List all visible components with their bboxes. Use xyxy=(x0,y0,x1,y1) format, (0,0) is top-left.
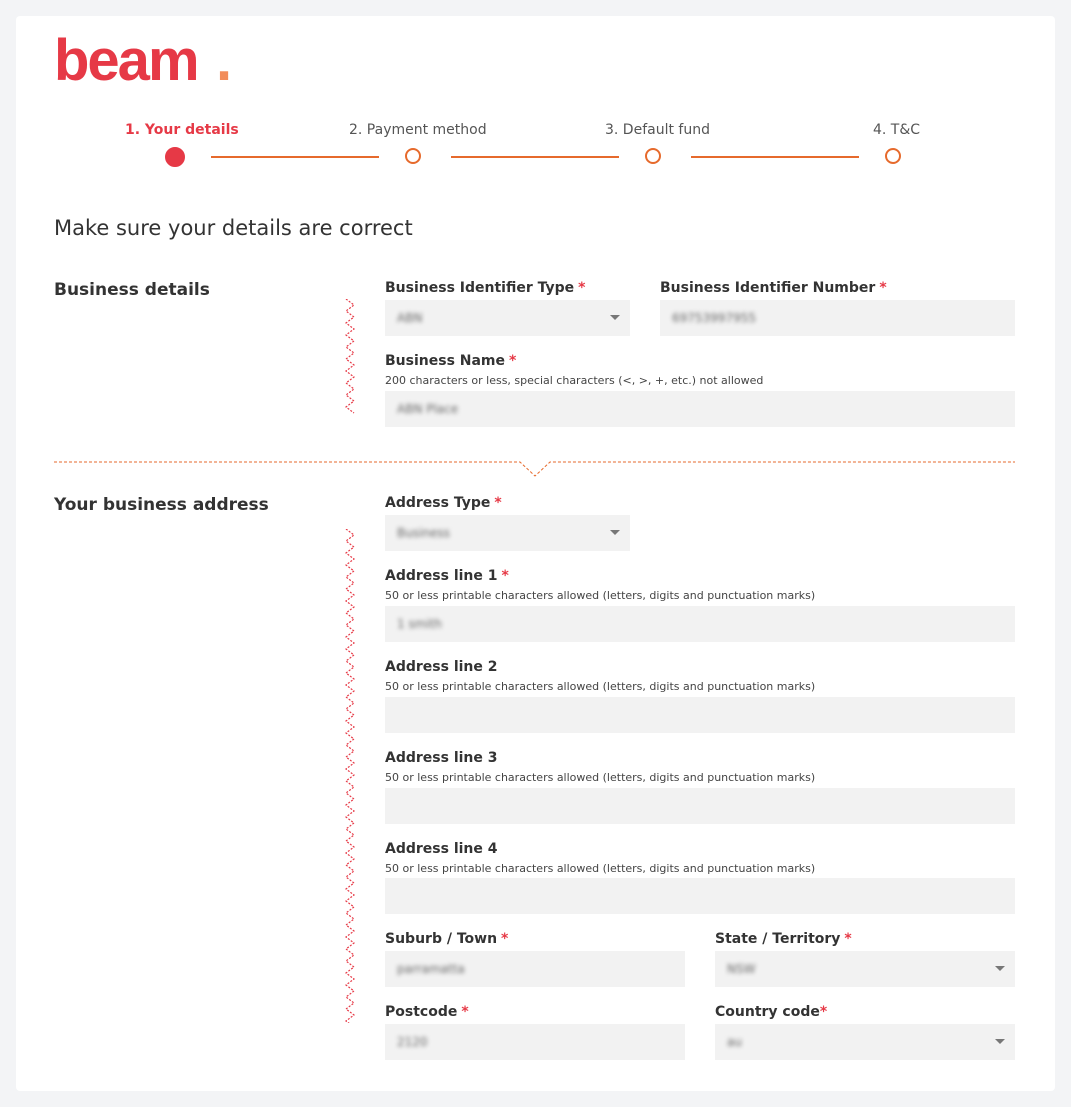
business-name-value: ABN Place xyxy=(397,402,459,416)
country-select[interactable] xyxy=(715,1024,1015,1060)
address-line4-field[interactable] xyxy=(385,878,1015,914)
postcode-value: 2120 xyxy=(397,1035,428,1049)
page-title: Make sure your details are correct xyxy=(54,216,413,240)
step-indicator-payment[interactable] xyxy=(405,148,421,164)
step-label-tc[interactable]: 4. T&C xyxy=(873,122,921,138)
business-name-label: Business Name * xyxy=(385,353,517,369)
suburb-field[interactable] xyxy=(385,951,685,987)
address-line1-label: Address line 1 * xyxy=(385,568,509,584)
address-type-value: Business xyxy=(397,526,450,540)
address-line2-field[interactable] xyxy=(385,697,1015,733)
address-line3-label: Address line 3 xyxy=(385,750,498,766)
logo-dot: . xyxy=(216,30,231,90)
address-line1-help: 50 or less printable characters allowed (letters, digits and punctuation marks) xyxy=(385,589,816,602)
address-line1-field[interactable] xyxy=(385,606,1015,642)
identifier-type-select[interactable] xyxy=(385,300,630,336)
step-indicator-fund[interactable] xyxy=(645,148,661,164)
address-line1-value: 1 smith xyxy=(397,617,443,631)
state-select[interactable] xyxy=(715,951,1015,987)
address-line2-help: 50 or less printable characters allowed (letters, digits and punctuation marks) xyxy=(385,680,816,693)
identifier-type-label: Business Identifier Type * xyxy=(385,280,586,296)
identifier-type-value: ABN xyxy=(397,311,423,325)
state-label: State / Territory * xyxy=(715,931,852,947)
address-line3-help: 50 or less printable characters allowed (letters, digits and punctuation marks) xyxy=(385,771,816,784)
state-value: NSW xyxy=(727,962,756,976)
business-name-help: 200 characters or less, special characters (<, >, +, etc.) not allowed xyxy=(385,374,764,387)
chevron-down-icon xyxy=(995,1039,1005,1044)
identifier-number-field[interactable] xyxy=(660,300,1015,336)
section-title-business-address: Your business address xyxy=(54,495,269,515)
address-type-select[interactable] xyxy=(385,515,630,551)
address-type-label: Address Type * xyxy=(385,495,502,511)
business-name-field[interactable] xyxy=(385,391,1015,427)
torn-edge-decoration xyxy=(338,299,362,423)
beam-logo-mark xyxy=(54,30,234,90)
identifier-number-label: Business Identifier Number * xyxy=(660,280,887,296)
step-label-default-fund[interactable]: 3. Default fund xyxy=(605,122,710,138)
address-line3-field[interactable] xyxy=(385,788,1015,824)
step-label-payment-method[interactable]: 2. Payment method xyxy=(349,122,487,138)
identifier-number-value: 69753997955 xyxy=(672,311,756,325)
step-label-your-details[interactable]: 1. Your details xyxy=(125,122,239,138)
country-label: Country code* xyxy=(715,1004,828,1020)
step-connector xyxy=(691,156,859,158)
step-connector xyxy=(211,156,379,158)
torn-edge-decoration xyxy=(338,529,362,1023)
chevron-down-icon xyxy=(610,530,620,535)
suburb-label: Suburb / Town * xyxy=(385,931,509,947)
chevron-down-icon xyxy=(995,966,1005,971)
suburb-value: parramatta xyxy=(397,962,465,976)
chevron-down-icon xyxy=(610,315,620,320)
section-title-business-details: Business details xyxy=(54,280,210,300)
step-indicator-tc[interactable] xyxy=(885,148,901,164)
step-indicator-active[interactable] xyxy=(165,147,185,167)
address-line2-label: Address line 2 xyxy=(385,659,498,675)
postcode-label: Postcode * xyxy=(385,1004,469,1020)
postcode-field[interactable] xyxy=(385,1024,685,1060)
address-line4-help: 50 or less printable characters allowed (letters, digits and punctuation marks) xyxy=(385,862,816,875)
country-value: au xyxy=(727,1035,742,1049)
form-card xyxy=(16,16,1055,1091)
section-divider xyxy=(54,454,1015,478)
address-line4-label: Address line 4 xyxy=(385,841,498,857)
logo-text: beam xyxy=(54,30,198,90)
step-connector xyxy=(451,156,619,158)
